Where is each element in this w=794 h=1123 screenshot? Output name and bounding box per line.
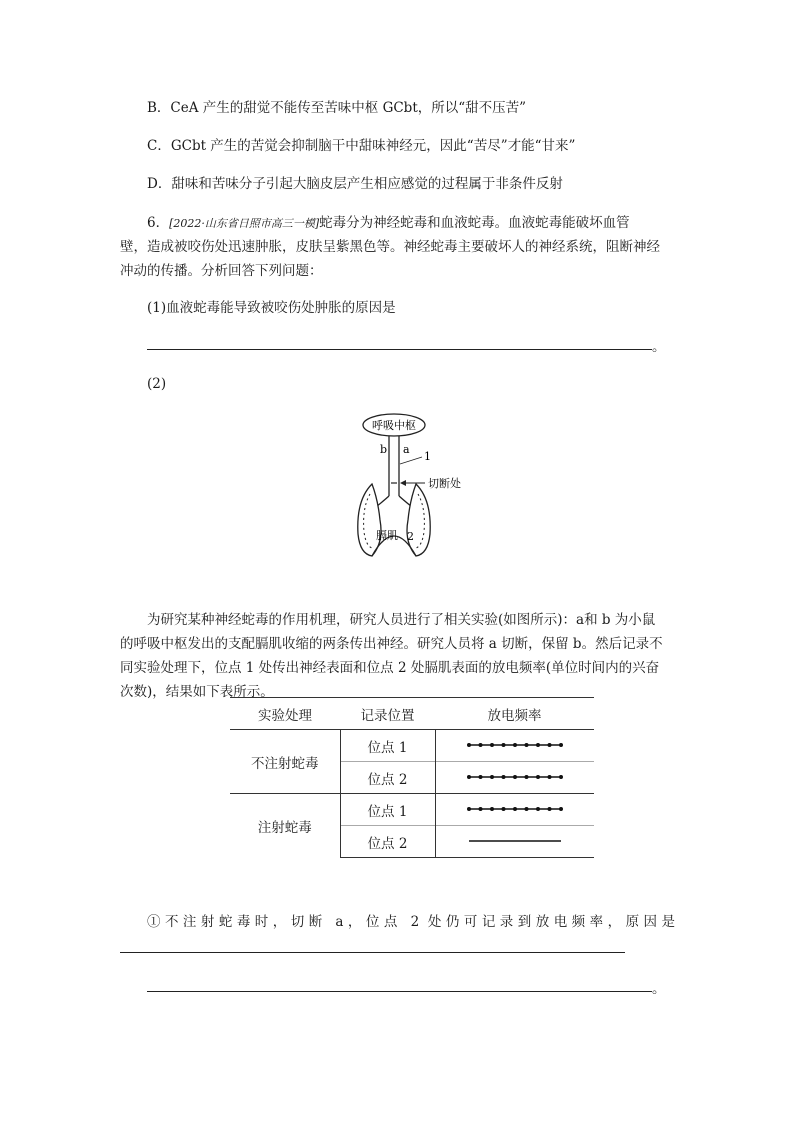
option-b: B．CeA 产生的甜觉不能传至苦味中枢 GCbt，所以“甜不压苦” bbox=[147, 100, 527, 116]
paragraph-line-1: 为研究某种神经蛇毒的作用机理，研究人员进行了相关实验(如图所示)：a和 b 为小鼠 bbox=[147, 612, 656, 628]
question-6-line-1 bbox=[147, 213, 630, 234]
paragraph-line-2: 的呼吸中枢发出的支配膈肌收缩的两条传出神经。研究人员将 a 切断，保留 b。然后记录不 bbox=[120, 636, 663, 652]
question-6-part-2: (2) bbox=[147, 376, 167, 392]
table-position: 位点 1 bbox=[340, 794, 435, 826]
label-2: 2 bbox=[407, 530, 414, 543]
diaphragm-label: 膈肌 bbox=[376, 529, 398, 542]
table-header-treatment: 实验处理 bbox=[230, 698, 340, 730]
dotted-frequency-line bbox=[465, 804, 565, 814]
respiratory-center-label: 呼吸中枢 bbox=[372, 419, 416, 432]
table-row bbox=[230, 730, 594, 762]
option-c: C．GCbt 产生的苦觉会抑制脑干中甜味神经元，因此“苦尽”才能“甘来” bbox=[147, 138, 576, 154]
label-1-pointer bbox=[400, 457, 422, 464]
question-6-line-3: 冲动的传播。分析回答下列问题： bbox=[120, 263, 323, 279]
cut-arrow-head bbox=[400, 480, 406, 486]
table-position: 位点 2 bbox=[340, 762, 435, 794]
table-position: 位点 1 bbox=[340, 730, 435, 762]
label-a: a bbox=[403, 443, 410, 456]
answer-line-2[interactable] bbox=[120, 952, 625, 953]
question-source: [2022·山东省日照市高三一模] bbox=[169, 217, 320, 230]
label-1: 1 bbox=[424, 450, 431, 463]
table-group-venom: 注射蛇毒 bbox=[230, 794, 340, 858]
respiratory-diagram bbox=[350, 408, 480, 566]
table-group-no-venom: 不注射蛇毒 bbox=[230, 730, 340, 794]
answer-line-1-period: 。 bbox=[652, 339, 666, 355]
question-6-part-1: (1)血液蛇毒能导致被咬伤处肿胀的原因是 bbox=[147, 300, 396, 316]
option-d: D．甜味和苦味分子引起大脑皮层产生相应感觉的过程属于非条件反射 bbox=[147, 176, 563, 192]
question-circle-1: ①不注射蛇毒时，切断 a，位点 2 处仍可记录到放电频率，原因是 bbox=[147, 914, 675, 930]
table-header-position: 记录位置 bbox=[340, 698, 435, 730]
frequency-cell bbox=[435, 730, 594, 762]
frequency-cell bbox=[435, 794, 594, 826]
table-row bbox=[230, 794, 594, 826]
paragraph-line-3: 同实验处理下，位点 1 处传出神经表面和位点 2 处膈肌表面的放电频率(单位时间内的兴奋 bbox=[120, 660, 660, 676]
dotted-frequency-line bbox=[465, 772, 565, 782]
answer-line-1[interactable] bbox=[147, 349, 652, 350]
cut-label: 切断处 bbox=[428, 477, 461, 490]
label-b: b bbox=[380, 443, 388, 456]
table-header-row bbox=[230, 698, 594, 730]
answer-line-3-period: 。 bbox=[652, 981, 666, 997]
paragraph-line-4: 次数)，结果如下表所示。 bbox=[120, 684, 274, 700]
question-number: 6． bbox=[147, 215, 170, 231]
dotted-frequency-line bbox=[465, 740, 565, 750]
table-header-frequency: 放电频率 bbox=[435, 698, 594, 730]
question-6-text: 蛇毒分为神经蛇毒和血液蛇毒。血液蛇毒能破坏血管 bbox=[319, 215, 630, 231]
frequency-cell bbox=[435, 762, 594, 794]
experiment-table bbox=[230, 697, 594, 858]
frequency-cell bbox=[435, 826, 594, 858]
question-6-line-2: 壁，造成被咬伤处迅速肿胀，皮肤呈紫黑色等。神经蛇毒主要破坏人的神经系统，阻断神经 bbox=[120, 239, 660, 255]
table-position: 位点 2 bbox=[340, 826, 435, 858]
answer-line-3[interactable] bbox=[147, 991, 652, 992]
flat-frequency-line bbox=[465, 836, 565, 846]
